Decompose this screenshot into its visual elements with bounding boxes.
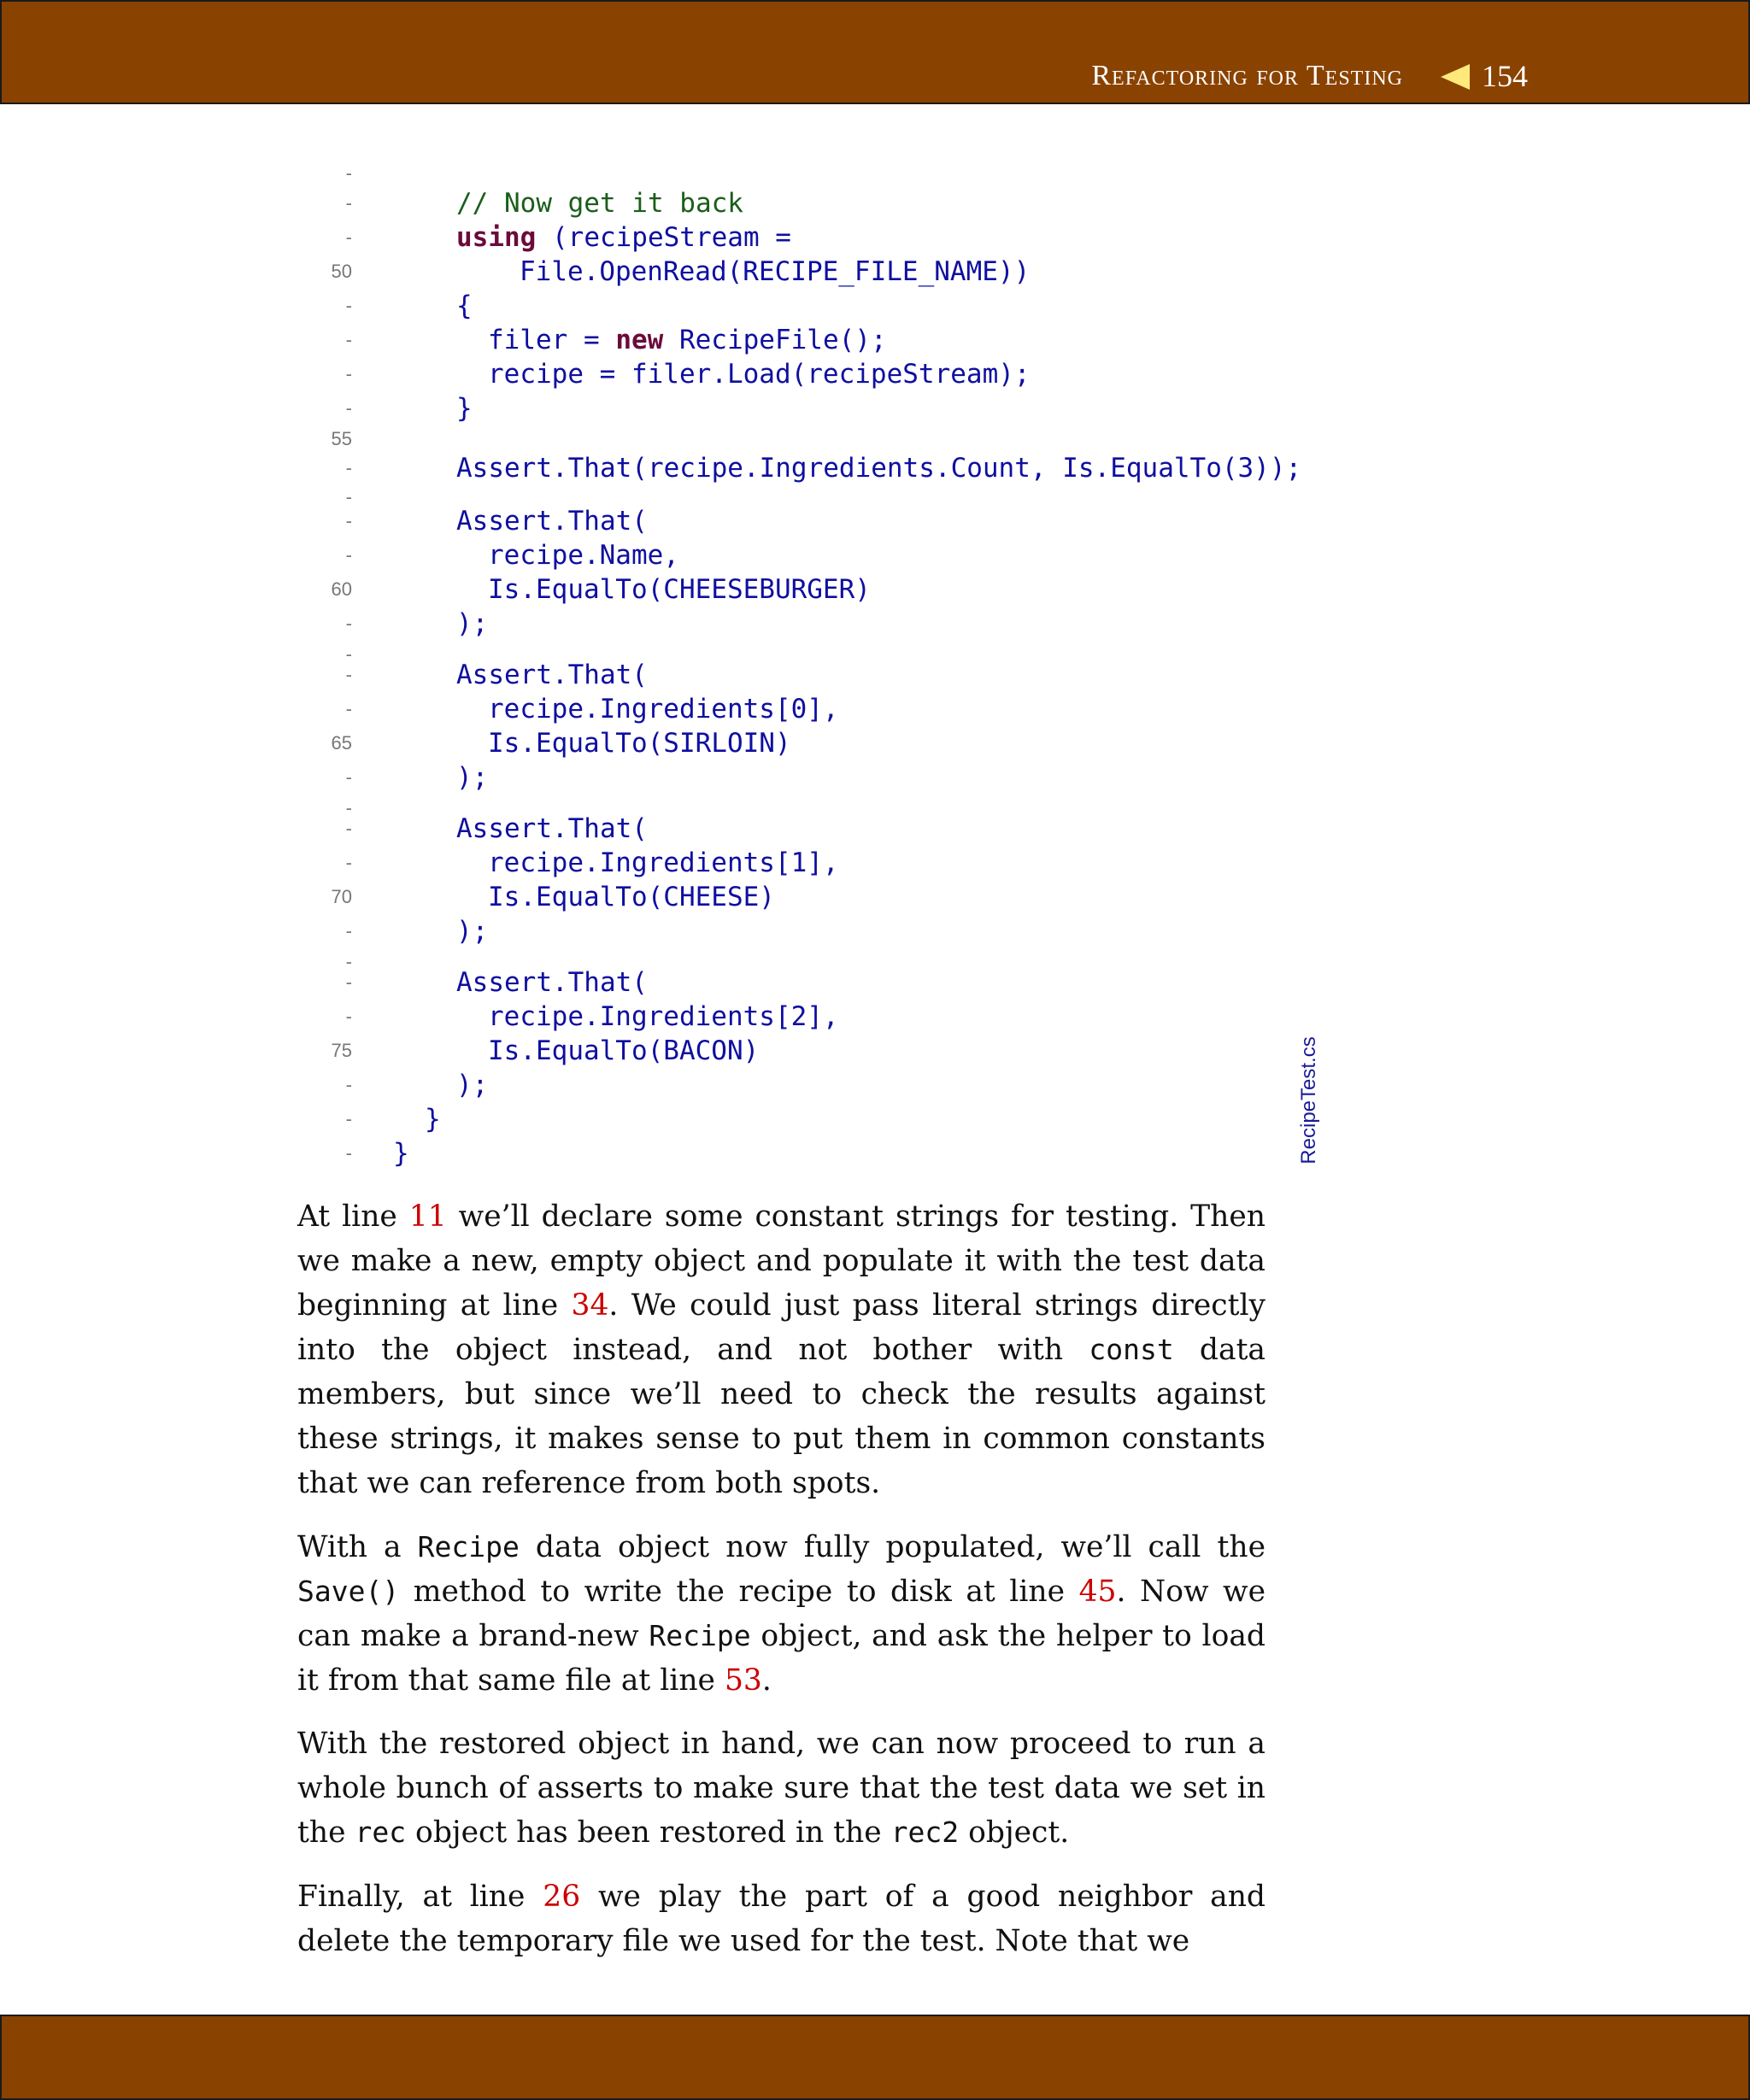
code-text [520, 255, 1030, 289]
inline-code: Recipe [649, 1619, 751, 1652]
code-text [456, 914, 488, 948]
body-text: . [761, 1663, 772, 1698]
code-text [456, 1068, 488, 1102]
line-number: - [345, 920, 352, 941]
code-line [0, 692, 1367, 726]
line-number: - [345, 295, 352, 316]
body-text: object. [959, 1816, 1070, 1850]
code-token: Assert.That( [456, 813, 648, 844]
code-token: ); [456, 762, 489, 793]
code-line [0, 812, 1367, 846]
line-number: - [345, 766, 352, 788]
body-text: . We could just pass literal strings directly into the object instead, and not bother with [297, 1288, 1266, 1367]
code-line [0, 1034, 1367, 1068]
code-text [456, 760, 488, 795]
line-number: 55 [331, 428, 352, 449]
code-line [0, 880, 1367, 914]
line-number: - [345, 226, 352, 248]
body-text: With a [297, 1530, 418, 1564]
code-line [0, 357, 1367, 391]
code-token: recipe.Ingredients[2], [488, 1001, 839, 1032]
code-token: Assert.That(recipe.Ingredients.Count, Is.EqualTo(3)); [456, 453, 1302, 484]
code-token: recipe = filer.Load(recipeStream); [488, 359, 1031, 390]
footer-bar [0, 2015, 1750, 2100]
line-reference-link[interactable]: 34 [571, 1288, 609, 1323]
code-line [0, 1136, 1367, 1170]
code-token: File.OpenRead(RECIPE_FILE_NAME)) [520, 256, 1031, 287]
paragraph-1 [297, 1194, 1266, 1505]
code-line [0, 220, 1367, 255]
code-text [456, 220, 791, 255]
code-token: { [456, 290, 473, 321]
body-text: object has been restored in the [406, 1816, 891, 1850]
line-number: - [345, 486, 352, 507]
code-text [456, 186, 743, 220]
line-number: 65 [331, 732, 352, 754]
code-text [488, 726, 791, 760]
code-line [0, 760, 1367, 795]
line-number: - [345, 192, 352, 214]
code-token: Is.EqualTo(SIRLOIN) [488, 728, 791, 759]
code-filename-label [1292, 1036, 1326, 1164]
code-text [488, 1034, 759, 1068]
paragraph-3 [297, 1722, 1266, 1855]
line-number: 70 [331, 886, 352, 907]
body-text: object, and ask the helper to load it from that same file at line [297, 1619, 1266, 1698]
paragraph-4 [297, 1874, 1266, 1963]
line-number: - [345, 818, 352, 839]
body-text: At line [297, 1200, 409, 1234]
code-token: Is.EqualTo(CHEESEBURGER) [488, 574, 871, 605]
line-number: - [345, 1074, 352, 1095]
line-number: - [345, 1108, 352, 1129]
code-token: } [456, 393, 473, 424]
code-token: RecipeFile(); [663, 325, 887, 355]
code-text [456, 289, 473, 323]
body-text: method to write the recipe to disk at line [399, 1575, 1079, 1609]
inline-code: const [1089, 1333, 1174, 1366]
code-token: filer = [488, 325, 616, 355]
filename-text: RecipeTest.cs [1297, 1036, 1320, 1164]
code-text [393, 1136, 409, 1170]
code-token: (recipeStream = [536, 222, 791, 253]
code-line [0, 1068, 1367, 1102]
inline-code: Save() [297, 1575, 400, 1608]
code-line [0, 391, 1367, 425]
code-line [0, 156, 1367, 191]
code-line [0, 607, 1367, 641]
code-token: Assert.That( [456, 967, 648, 998]
code-line [0, 504, 1367, 538]
line-number: - [345, 363, 352, 384]
line-number: - [345, 1142, 352, 1164]
body-text: With the restored object in hand, we can now proceed to run a whole bunch of asserts to make sure that the test data we set in the [297, 1727, 1266, 1850]
line-number: - [345, 852, 352, 873]
code-text [488, 880, 775, 914]
code-keyword: using [456, 222, 537, 253]
page-number: 154 [1482, 59, 1528, 93]
code-token: Is.EqualTo(CHEESE) [488, 882, 775, 912]
line-number: - [345, 457, 352, 478]
paragraph-2 [297, 1525, 1266, 1703]
code-token: } [425, 1104, 441, 1135]
code-token: recipe.Ingredients[1], [488, 848, 839, 878]
code-token: Is.EqualTo(BACON) [488, 1035, 760, 1066]
line-reference-link[interactable]: 11 [408, 1200, 447, 1234]
line-number: - [345, 698, 352, 719]
code-text [488, 323, 887, 357]
code-line [0, 914, 1367, 948]
line-number: - [345, 510, 352, 531]
code-text [488, 357, 1031, 391]
body-text: Finally, at line [297, 1880, 543, 1914]
inline-code: rec [355, 1816, 407, 1849]
code-token: Assert.That( [456, 506, 648, 537]
code-comment: // Now get it back [456, 188, 743, 219]
code-line [0, 658, 1367, 692]
line-number: 60 [331, 578, 352, 600]
code-line [0, 846, 1367, 880]
code-line [0, 538, 1367, 572]
code-line [0, 1102, 1367, 1136]
line-number: - [345, 162, 352, 184]
code-text [425, 1102, 441, 1136]
body-text: . Now we can make a brand-new [297, 1575, 1266, 1653]
code-token: } [393, 1138, 409, 1169]
code-text [456, 504, 648, 538]
code-text [488, 692, 839, 726]
code-text [456, 965, 648, 1000]
inline-code: rec2 [890, 1816, 960, 1849]
line-reference-link[interactable]: 45 [1078, 1575, 1117, 1609]
code-keyword: new [615, 325, 664, 355]
line-number: - [345, 643, 352, 665]
code-line [0, 186, 1367, 220]
line-number: - [345, 664, 352, 685]
inline-code: Recipe [417, 1530, 520, 1563]
line-number: - [345, 1006, 352, 1027]
line-reference-link[interactable]: 26 [543, 1880, 581, 1914]
line-number: - [345, 971, 352, 993]
code-line [0, 323, 1367, 357]
line-number: 50 [331, 261, 352, 282]
code-token: recipe.Name, [488, 540, 679, 571]
line-number: - [345, 951, 352, 972]
line-number: - [345, 329, 352, 350]
code-line [0, 726, 1367, 760]
code-text [456, 812, 648, 846]
body-text: we play the part of a good neighbor and delete the temporary file we used for the test. Note that we [297, 1880, 1266, 1958]
body-text: we’ll declare some constant strings for testing. Then we make a new, empty object and populate it with the test data beginning at line [297, 1200, 1266, 1323]
code-token: ); [456, 608, 489, 639]
code-line [0, 965, 1367, 1000]
code-line [0, 1000, 1367, 1034]
code-token: ); [456, 916, 489, 947]
line-number: - [345, 544, 352, 566]
code-text [456, 391, 473, 425]
running-head-title: Refactoring for Testing [1091, 60, 1403, 91]
line-number: - [345, 613, 352, 634]
code-line [0, 289, 1367, 323]
code-line [0, 255, 1367, 289]
code-line [0, 572, 1367, 607]
body-text: data object now fully populated, we’ll call the [519, 1530, 1266, 1564]
line-number: - [345, 797, 352, 818]
code-text [488, 1000, 839, 1034]
code-token: ); [456, 1070, 489, 1100]
code-text [488, 846, 839, 880]
code-text [488, 572, 871, 607]
code-text [456, 658, 648, 692]
body-text: data members, but since we’ll need to check the results against these strings, it makes sense to put them in common constants that we can reference from both spots. [297, 1333, 1266, 1500]
code-text [488, 538, 679, 572]
code-token: recipe.Ingredients[0], [488, 694, 839, 724]
code-text [456, 607, 488, 641]
line-reference-link[interactable]: 53 [724, 1663, 762, 1698]
code-token: Assert.That( [456, 660, 648, 690]
line-number: - [345, 397, 352, 419]
line-number: 75 [331, 1040, 352, 1061]
